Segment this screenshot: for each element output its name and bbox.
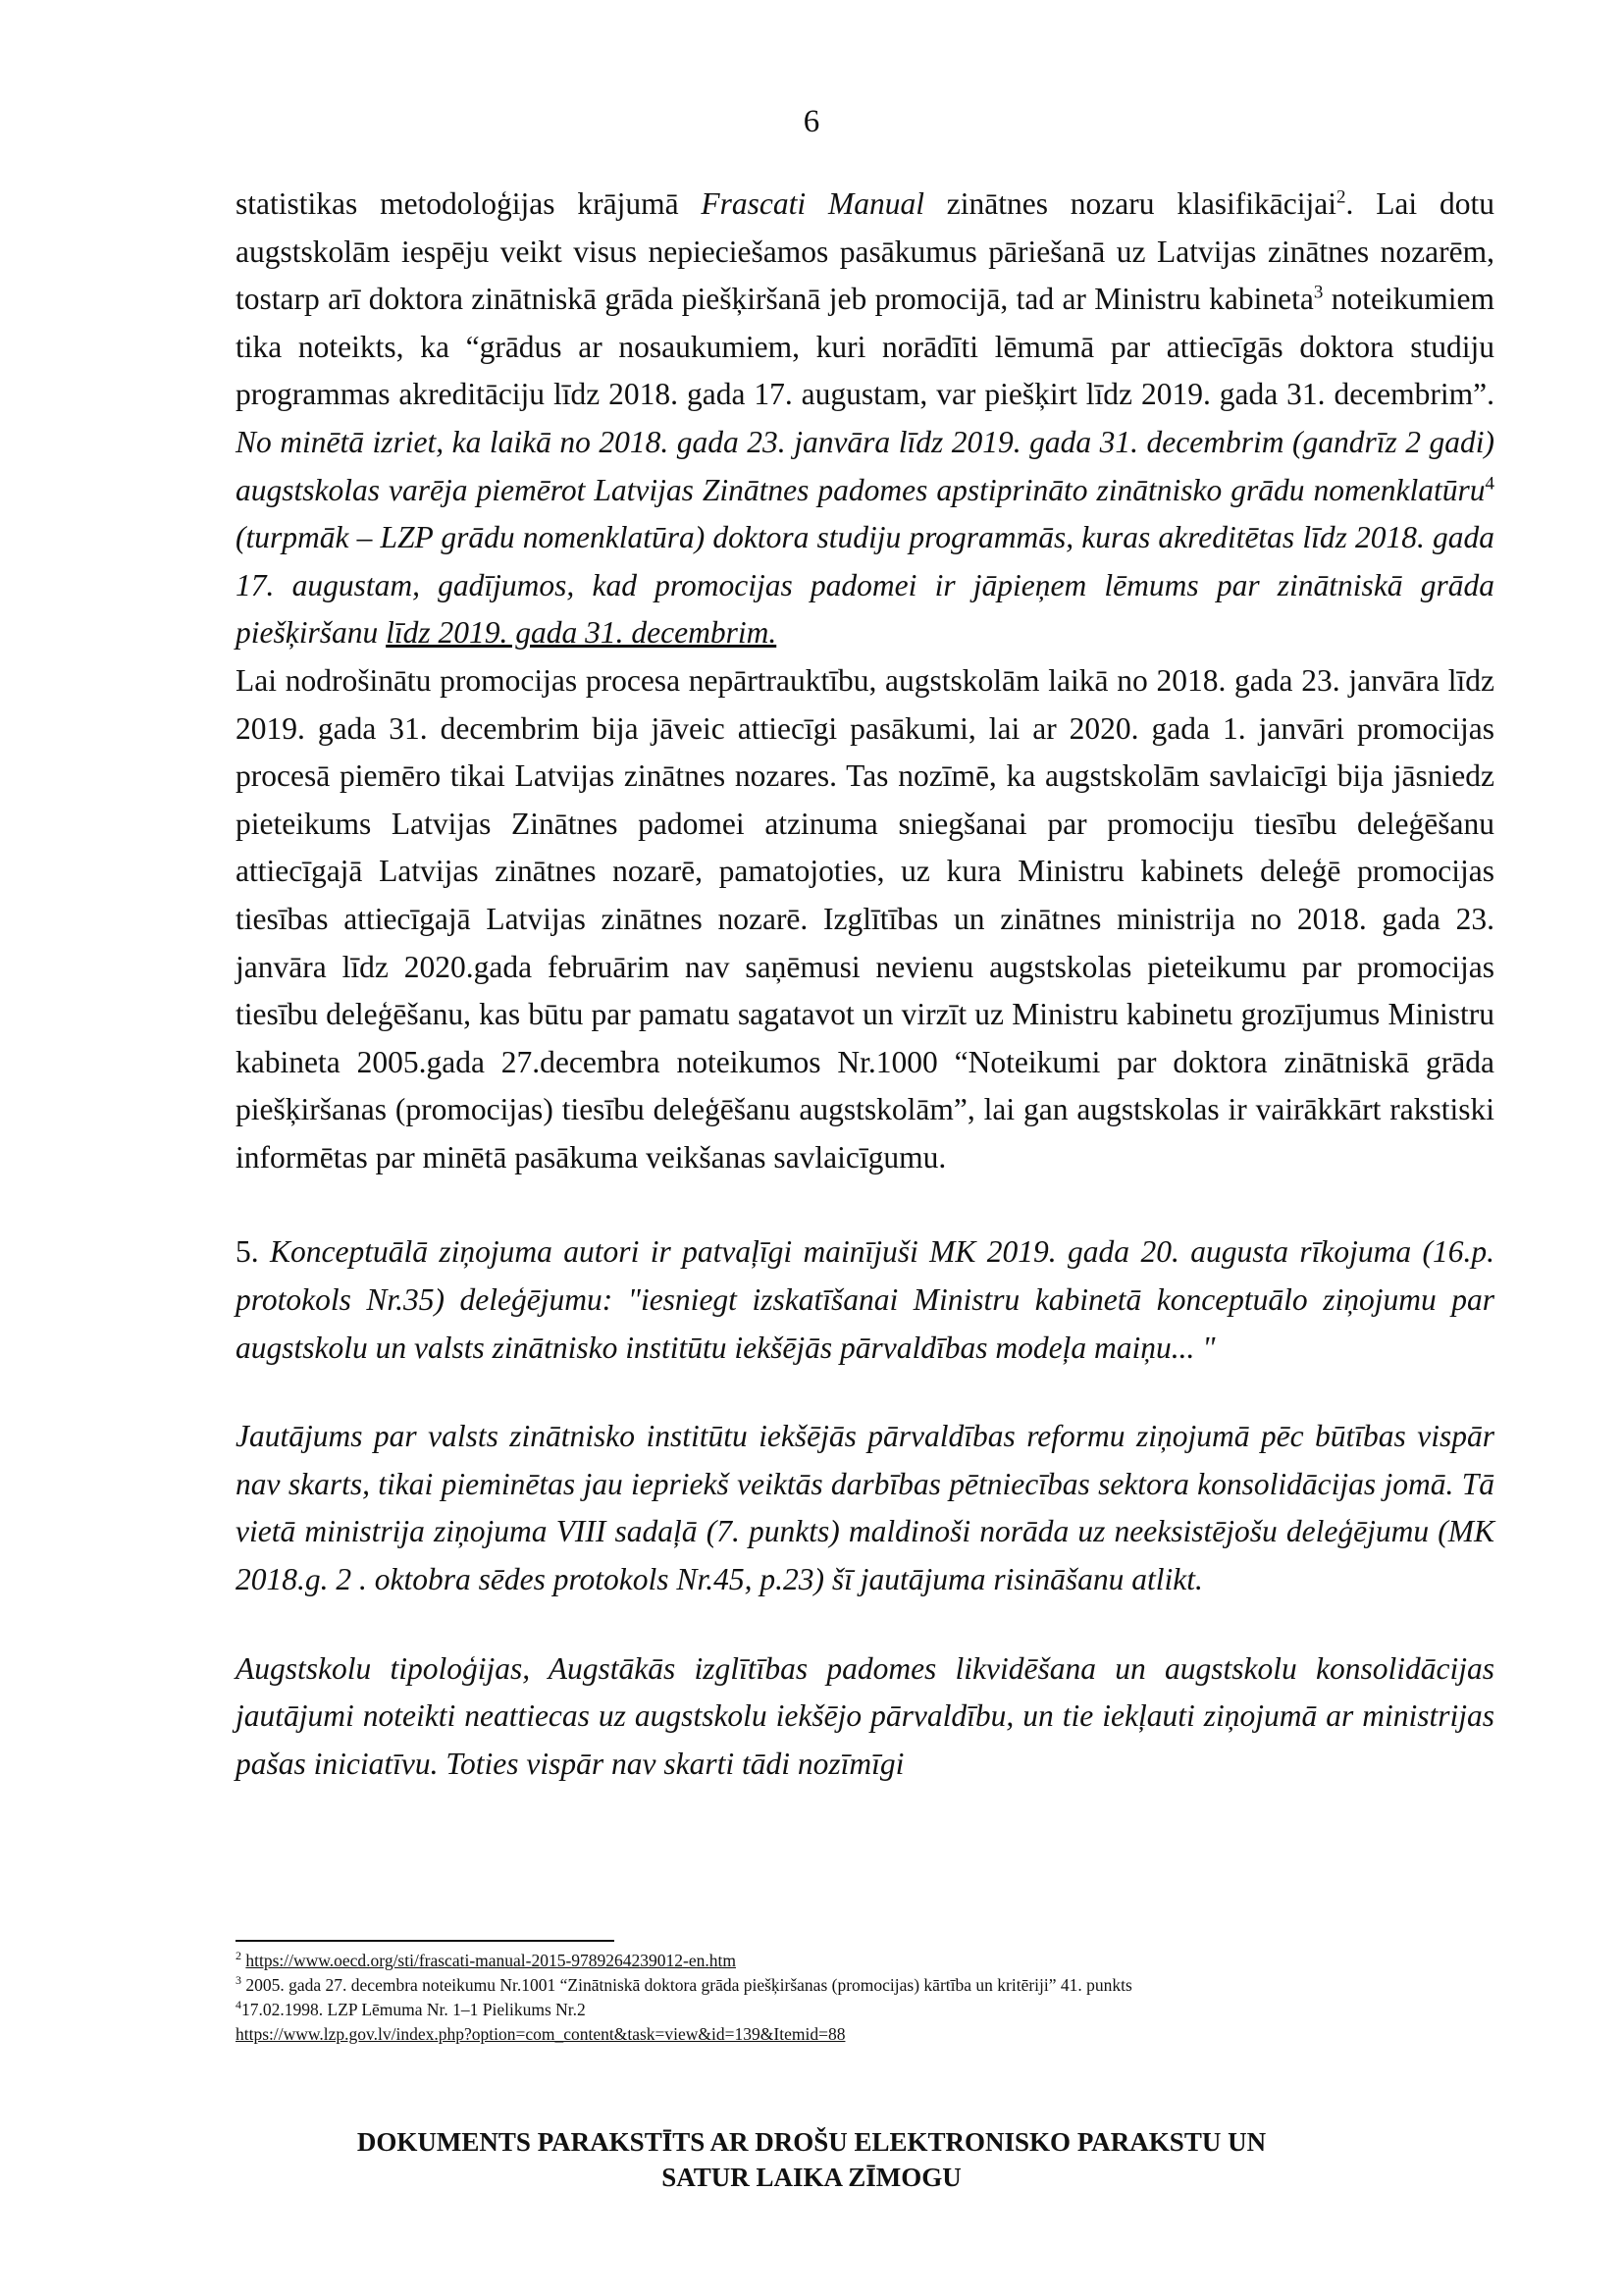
footnote-3 <box>236 1973 1501 1998</box>
italic-run: Augstskolu tipoloģijas, Augstākās izglītības padomes likvidēšana un augstskolu konsolidācijas jautājumi noteikti neattiecas uz augstskolu iekšējo pārvaldību, un tie iekļauti ziņojumā ar ministrijas pašas iniciatīvu. Toties vispār nav skarti tādi nozīmīgi <box>236 1650 1494 1781</box>
signature-line-2: SATUR LAIKA ZĪMOGU <box>661 2163 962 2192</box>
underlined-run: līdz 2019. gada 31. decembrim. <box>386 615 777 651</box>
footnote-ref-3: 3 <box>1313 282 1324 303</box>
text-run: statistikas metodoloģijas krājumā <box>236 186 702 221</box>
italic-run: Jautājums par valsts zinātnisko institūtu iekšējās pārvaldības reformu ziņojumā pēc būtības vispār nav skarts, tikai pieminētas jau iepriekš veiktās darbības pētniecības sektora konsolidācijas jomā. Tā vietā ministrija ziņojuma VIII sadaļā (7. punkts) maldinoši norāda uz neeksistējošu deleģējumu (MK 2018.g. 2 . oktobra sēdes protokols Nr.45, p.23) šī jautājuma risināšanu atlikt. <box>236 1419 1494 1597</box>
footnote-ref-2: 2 <box>1336 186 1346 208</box>
footnote-link[interactable]: https://www.oecd.org/sti/frascati-manual-2015-9789264239012-en.htm <box>245 1951 737 1970</box>
signature-line-1: DOKUMENTS PARAKSTĪTS AR DROŠU ELEKTRONISKO PARAKSTU UN <box>356 2127 1267 2157</box>
paragraph-promotion: Lai nodrošinātu promocijas procesa nepārtrauktību, augstskolām laikā no 2018. gada 23. janvāra līdz 2019. gada 31. decembrim bija jāveic attiecīgi pasākumi, lai ar 2020. gada 1. janvāri promocijas procesā piemēro tikai Latvijas zinātnes nozares. Tas nozīmē, ka augstskolām savlaicīgi bija jāsniedz pieteikums Latvijas Zinātnes padomei atzinuma sniegšanai par promociju tiesību deleģēšanu attiecīgajā Latvijas zinātnes nozarē, pamatojoties, uz kura Ministru kabinets deleģē promocijas tiesības attiecīgajā Latvijas zinātnes nozarē. Izglītības un zinātnes ministrija no 2018. gada 23. janvāra līdz 2020.gada februārim nav saņēmusi nevienu augstskolas pieteikumu par promocijas tiesību deleģēšanu, kas būtu par pamatu sagatavot un virzīt uz Ministru kabinetu grozījumus Ministru kabineta 2005.gada 27.decembra noteikumos Nr.1000 “Noteikumi par doktora zinātniskā grāda piešķiršanas (promocijas) tiesību deleģēšanu augstskolām”, lai gan augstskolas ir vairākkārt rakstiski informētas par minētā pasākuma veikšanas savlaicīgumu. <box>236 662 1494 1174</box>
point-number: 5. <box>236 1234 271 1270</box>
text-run: noteikumiem tika noteikts, ka “grādus ar nosaukumiem, kuri norādīti lēmumā par attiecīgās doktora studiju programmas akreditāciju līdz 2018. gada 17. augustam, var piešķirt līdz 2019. gada 31. decembrim”. <box>236 282 1494 412</box>
footnote-divider <box>236 1940 614 1942</box>
footnote-mark: 3 <box>236 1973 241 1988</box>
footnote-4-link <box>236 2022 1501 2047</box>
italic-run: Konceptuālā ziņojuma autori ir patvaļīgi mainījuši MK 2019. gada 20. augusta rīkojuma (16.p. protokols Nr.35) deleģējumu: "iesniegt izskatīšanai Ministru kabinetā konceptuālo ziņojumu par augstskolu un valsts zinātnisko institūtu iekšējās pārvaldības modeļa maiņu... " <box>236 1234 1494 1365</box>
italic-title: Frascati Manual <box>701 186 924 221</box>
paragraph-point-5 <box>236 1228 1494 1372</box>
footnotes <box>236 1949 1501 2047</box>
paragraph-frascati <box>236 181 1494 657</box>
footnote-ref-4: 4 <box>1485 473 1494 495</box>
italic-run: No minētā izriet, ka laikā no 2018. gada 23. janvāra līdz 2019. gada 31. decembrim (gandrīz 2 gadi) augstskolas varēja piemērot Latvijas Zinātnes padomes apstiprināto zinātnisko grādu nomenklatūru <box>236 424 1494 507</box>
document-body <box>236 181 1494 1788</box>
text-run: . Lai dotu augstskolām iespēju veikt visus nepieciešamos pasākumus pāriešanā uz Latvijas zinātnes nozarēm, tostarp arī doktora zinātniskā grāda piešķiršanā jeb promocijā, tad ar Ministru kabineta <box>236 186 1494 317</box>
footnote-text: 2005. gada 27. decembra noteikumu Nr.1001 “Zinātniskā doktora grāda piešķiršanas (promocijas) kārtība un kritēriji” 41. punkts <box>245 1975 1132 1995</box>
signature-notice <box>0 2124 1623 2195</box>
footnote-mark: 4 <box>236 1998 241 2012</box>
italic-run: (turpmāk – LZP grādu nomenklatūra) doktora studiju programmās, kuras akreditētas līdz 2018. gada 17. augustam, gadījumos, kad promocijas padomei ir jāpieņem lēmums par zinātniskā grāda piešķiršanu <box>236 520 1494 651</box>
paragraph-typology <box>236 1645 1494 1789</box>
page-number: 6 <box>803 104 820 139</box>
text-run: zinātnes nozaru klasifikācijai <box>923 186 1336 221</box>
footnote-text: 17.02.1998. LZP Lēmuma Nr. 1–1 Pielikums Nr.2 <box>241 2000 586 2019</box>
footnote-4 <box>236 1998 1501 2022</box>
footnote-link[interactable]: https://www.lzp.gov.lv/index.php?option=com_content&task=view&id=139&Itemid=88 <box>236 2024 846 2044</box>
paragraph-institutes <box>236 1413 1494 1603</box>
footnote-mark: 2 <box>236 1949 241 1963</box>
footnote-2 <box>236 1949 1501 1973</box>
